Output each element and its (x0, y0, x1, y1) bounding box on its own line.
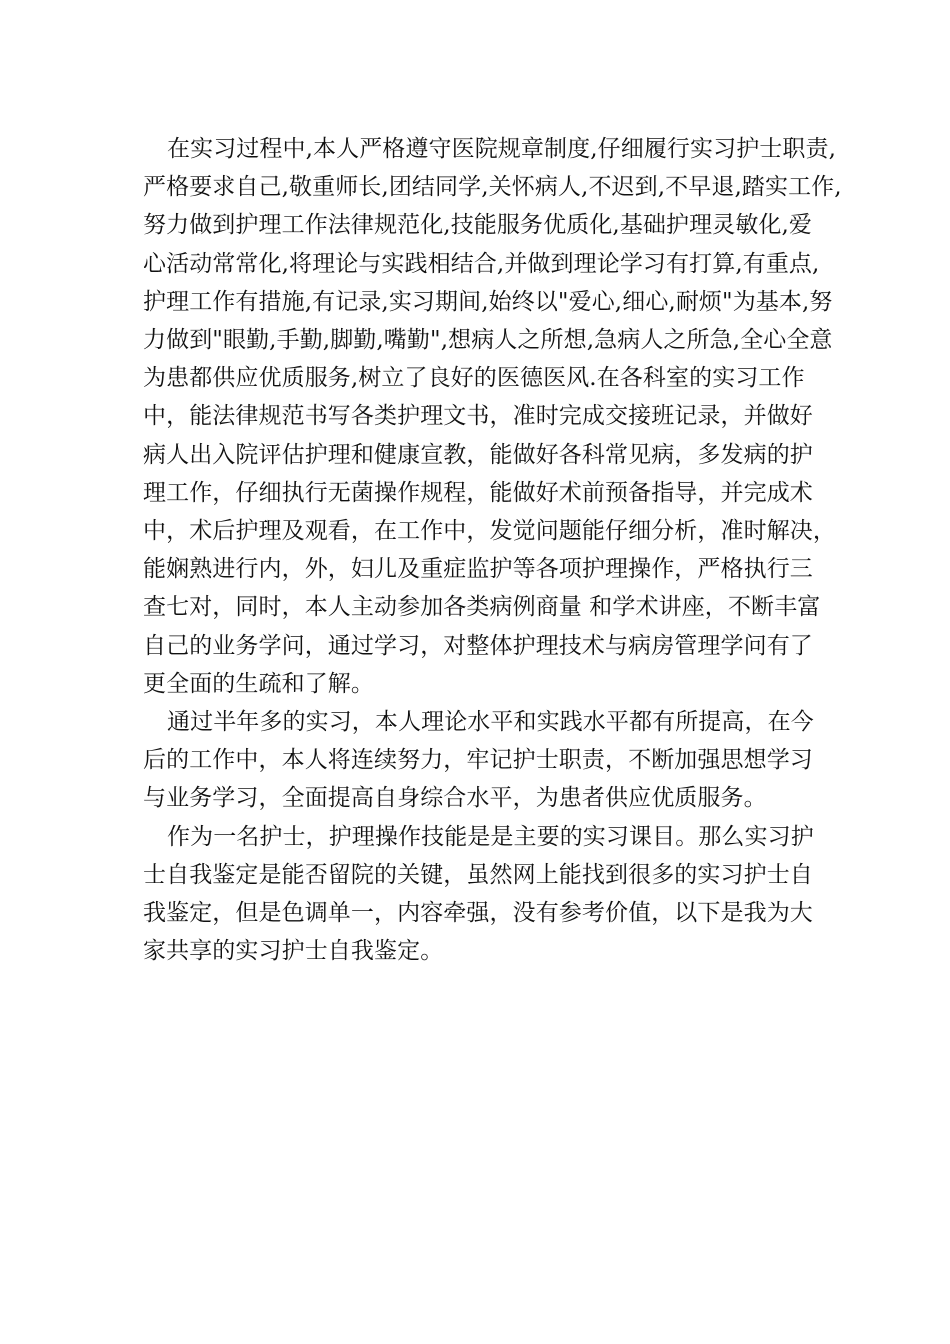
text-line: 能娴熟进行内，外，妇儿及重症监护等各项护理操作，严格执行三 (143, 556, 813, 583)
text-line: 中，能法律规范书写各类护理文书，准时完成交接班记录，并做好 (143, 403, 813, 430)
paragraph-2 (143, 703, 833, 818)
paragraph-1 (143, 130, 842, 703)
text-line: 严格要求自己,敬重师长,团结同学,关怀病人,不迟到,不早退,踏实工作, (143, 174, 842, 201)
text-line: 后的工作中，本人将连续努力，牢记护士职责，不断加强思想学习 (143, 747, 813, 774)
text-line: 力做到"眼勤,手勤,脚勤,嘴勤",想病人之所想,急病人之所急,全心全意 (143, 327, 833, 354)
document-body (143, 130, 842, 970)
paragraph-3 (143, 818, 833, 971)
text-line: 更全面的生疏和了解。 (143, 670, 374, 697)
text-line: 中，术后护理及观看，在工作中，发觉问题能仔细分析，准时解决， (143, 518, 836, 545)
text-line: 理工作，仔细执行无菌操作规程，能做好术前预备指导，并完成术 (143, 479, 813, 506)
text-line: 努力做到护理工作法律规范化,技能服务优质化,基础护理灵敏化,爱 (143, 212, 813, 239)
text-line: 自己的业务学问，通过学习，对整体护理技术与病房管理学问有了 (143, 632, 813, 659)
text-line: 心活动常常化,将理论与实践相结合,并做到理论学习有打算,有重点, (143, 250, 820, 277)
text-line: 护理工作有措施,有记录,实习期间,始终以"爱心,细心,耐烦"为基本,努 (143, 288, 833, 315)
text-line: 作为一名护士，护理操作技能是是主要的实习课目。那么实习护 (167, 823, 814, 850)
text-line: 查七对，同时，本人主动参加各类病例商量 和学术讲座，不断丰富 (143, 594, 821, 621)
text-line: 为患都供应优质服务,树立了良好的医德医风.在各科室的实习工作 (143, 365, 805, 392)
text-line: 我鉴定，但是色调单一，内容牵强，没有参考价值，以下是我为大 (143, 900, 813, 927)
text-line: 家共享的实习护士自我鉴定。 (143, 938, 444, 965)
text-line: 与业务学习，全面提高自身综合水平，为患者供应优质服务。 (143, 785, 767, 812)
text-line: 通过半年多的实习，本人理论水平和实践水平都有所提高，在今 (167, 709, 814, 736)
text-line: 在实习过程中,本人严格遵守医院规章制度,仔细履行实习护士职责, (167, 136, 837, 162)
text-line: 士自我鉴定是能否留院的关键，虽然网上能找到很多的实习护士自 (143, 861, 813, 888)
text-line: 病人出入院评估护理和健康宣教，能做好各科常见病，多发病的护 (143, 441, 813, 468)
